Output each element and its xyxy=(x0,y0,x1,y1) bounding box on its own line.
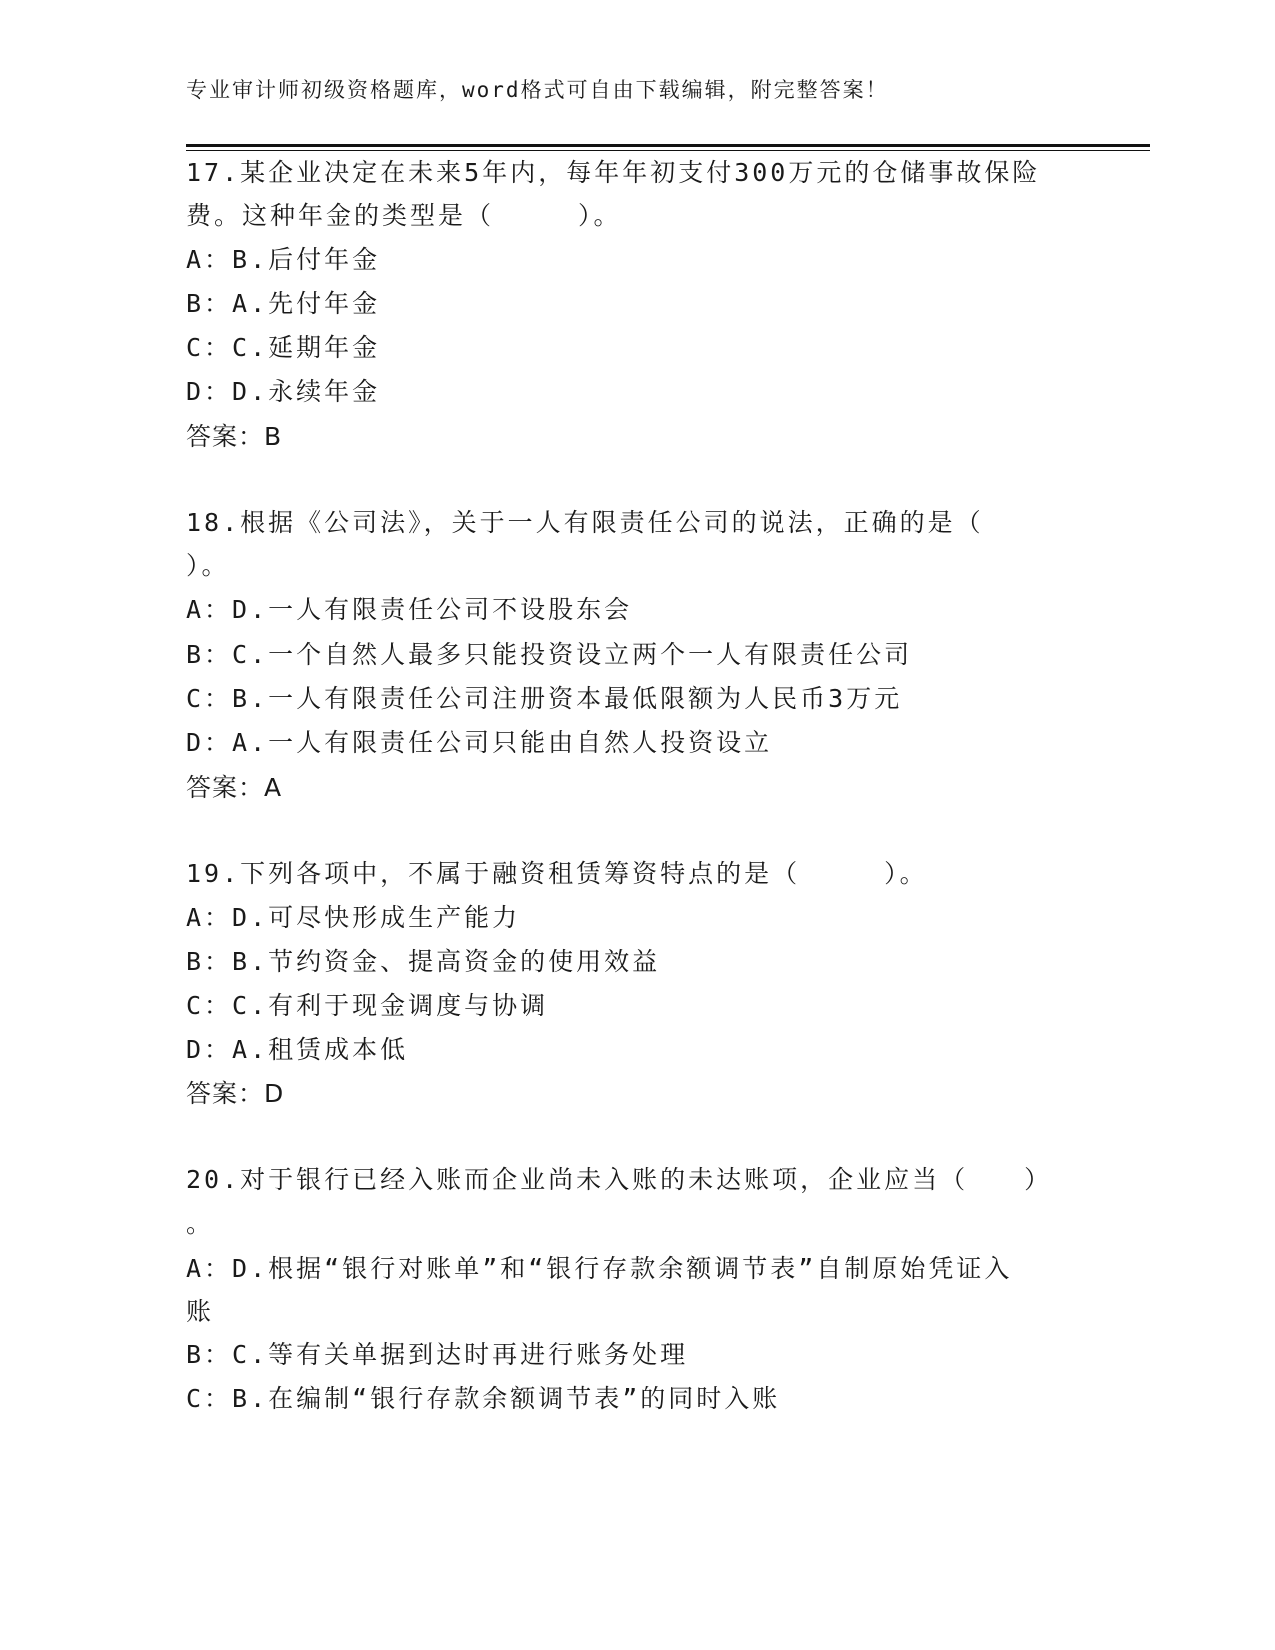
answer: 答案：D xyxy=(186,1079,285,1108)
answer: 答案：A xyxy=(186,773,283,802)
question-stem: 。 xyxy=(186,1209,215,1238)
question-stem: 费。这种年金的类型是（ ）。 xyxy=(186,201,622,230)
header-divider-thin xyxy=(186,150,1150,151)
option-b: B：B.节约资金、提高资金的使用效益 xyxy=(186,947,661,976)
question-stem: 20.对于银行已经入账而企业尚未入账的未达账项，企业应当（ ） xyxy=(186,1165,1053,1194)
option-d: D：A.一人有限责任公司只能由自然人投资设立 xyxy=(186,728,773,757)
option-b: B：A.先付年金 xyxy=(186,289,381,318)
option-c: C：C.有利于现金调度与协调 xyxy=(186,991,549,1020)
option-a: A：D.可尽快形成生产能力 xyxy=(186,903,521,932)
question-stem: ）。 xyxy=(186,551,230,580)
option-d: D：A.租赁成本低 xyxy=(186,1035,409,1064)
answer: 答案：B xyxy=(186,422,283,451)
option-c: C：C.延期年金 xyxy=(186,333,381,362)
page-header: 专业审计师初级资格题库，word格式可自由下载编辑，附完整答案！ xyxy=(186,78,889,102)
option-c: C：B.在编制“银行存款余额调节表”的同时入账 xyxy=(186,1384,781,1413)
option-a: A：D.根据“银行对账单”和“银行存款余额调节表”自制原始凭证入 xyxy=(186,1254,1013,1283)
option-a: A：B.后付年金 xyxy=(186,245,381,274)
question-stem: 18.根据《公司法》，关于一人有限责任公司的说法，正确的是（ xyxy=(186,508,984,537)
option-b: B：C.一个自然人最多只能投资设立两个一人有限责任公司 xyxy=(186,640,913,669)
option-a-continued: 账 xyxy=(186,1297,215,1326)
option-c: C：B.一人有限责任公司注册资本最低限额为人民币3万元 xyxy=(186,684,903,713)
option-b: B：C.等有关单据到达时再进行账务处理 xyxy=(186,1340,689,1369)
header-divider-thick xyxy=(186,144,1150,147)
option-a: A：D.一人有限责任公司不设股东会 xyxy=(186,595,633,624)
question-stem: 17.某企业决定在未来5年内，每年年初支付300万元的仓储事故保险 xyxy=(186,158,1041,187)
question-stem: 19.下列各项中，不属于融资租赁筹资特点的是（ ）。 xyxy=(186,859,928,888)
option-d: D：D.永续年金 xyxy=(186,377,381,406)
